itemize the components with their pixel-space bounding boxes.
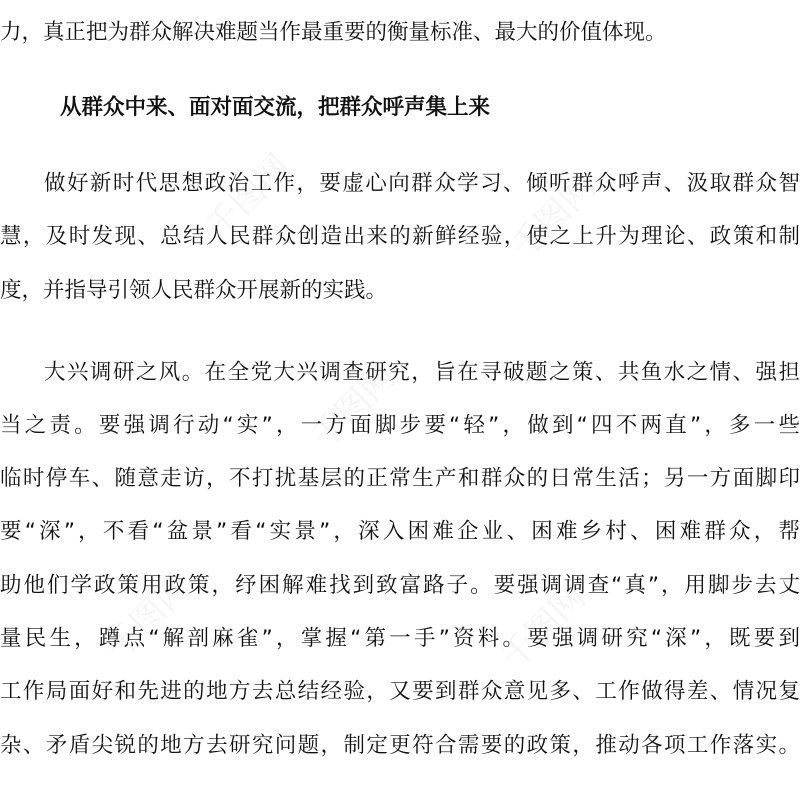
paragraph-line: 临时停车、随意走访，不打扰基层的正常生产和群众的日常生活；另一方面脚印 — [0, 466, 800, 491]
watermark: 千图网 — [98, 566, 199, 668]
paragraph-line: 助他们学政策用政策，纾困解难找到致富路子。要强调调查“真”，用脚步去丈 — [0, 573, 800, 598]
paragraph-line: 大兴调研之风。在全党大兴调查研究，旨在寻破题之策、共鱼水之情、强担 — [44, 360, 800, 385]
paragraph-line: 做好新时代思想政治工作，要虚心向群众学习、倾听群众呼声、汲取群众智 — [44, 171, 800, 196]
paragraph-line: 量民生，蹲点“解剖麻雀”，掌握“第一手”资料。要强调研究“深”，既要到 — [0, 626, 800, 651]
paragraph-line: 力，真正把为群众解决难题当作最重要的衡量标准、最大的价值体现。 — [0, 20, 667, 45]
paragraph-line: 慧，及时发现、总结人民群众创造出来的新鲜经验，使之上升为理论、政策和制 — [0, 224, 800, 249]
paragraph-line: 工作局面好和先进的地方去总结经验，又要到群众意见多、工作做得差、情况复 — [0, 679, 800, 704]
paragraph-line: 杂、矛盾尖锐的地方去研究问题，制定更符合需要的政策，推动各项工作落实。 — [0, 733, 800, 758]
watermark: 千图网 — [503, 166, 604, 268]
paragraph-line: 度，并指导引领人民群众开展新的实践。 — [0, 278, 388, 303]
watermark: 千图网 — [198, 146, 299, 248]
section-heading: 从群众中来、面对面交流，把群众呼声集上来 — [60, 95, 491, 120]
watermark: 千图网 — [303, 356, 404, 458]
watermark: 千图网 — [493, 576, 594, 678]
paragraph-line: 要“深”，不看“盆景”看“实景”，深入困难企业、困难乡村、困难群众，帮 — [0, 519, 800, 544]
paragraph-line: 当之责。要强调行动“实”，一方面脚步要“轻”，做到“四不两直”，多一些 — [0, 413, 800, 438]
